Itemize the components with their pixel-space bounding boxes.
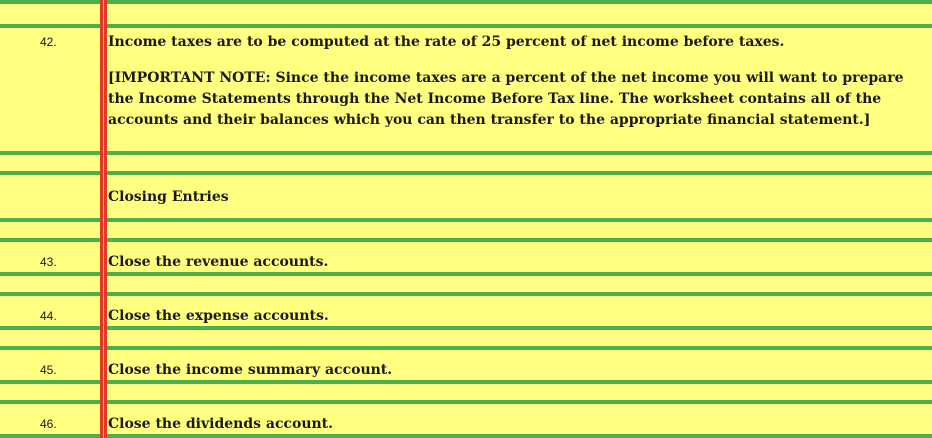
rule-line — [0, 151, 932, 155]
item-number: 42. — [40, 35, 57, 49]
item-number: 46. — [40, 417, 57, 431]
rule-line — [0, 238, 932, 242]
item-text: Close the expense accounts. — [108, 308, 329, 324]
item-text: Close the revenue accounts. — [108, 254, 329, 270]
item-text: Income taxes are to be computed at the rate of 25 percent of net income before taxes. — [108, 34, 785, 50]
item-number: 45. — [40, 363, 57, 377]
margin-line — [104, 0, 107, 438]
rule-line — [0, 24, 932, 28]
important-note: [IMPORTANT NOTE: Since the income taxes are a percent of the net income you will want to prepare the Income Statements through the Net Income Before Tax line. The worksheet contains all of the accounts and their balances which you can then transfer to the appropriate financial statement.] — [108, 70, 904, 128]
item-number: 43. — [40, 255, 57, 269]
rule-line — [0, 218, 932, 222]
rule-line — [0, 0, 932, 4]
item-text: Close the dividends account. — [108, 416, 334, 432]
item-text: Close the income summary account. — [108, 362, 393, 378]
rule-line — [0, 400, 932, 404]
rule-line — [0, 292, 932, 296]
rule-line — [0, 171, 932, 175]
rule-line — [0, 346, 932, 350]
item-number: 44. — [40, 309, 57, 323]
section-heading: Closing Entries — [108, 189, 229, 205]
